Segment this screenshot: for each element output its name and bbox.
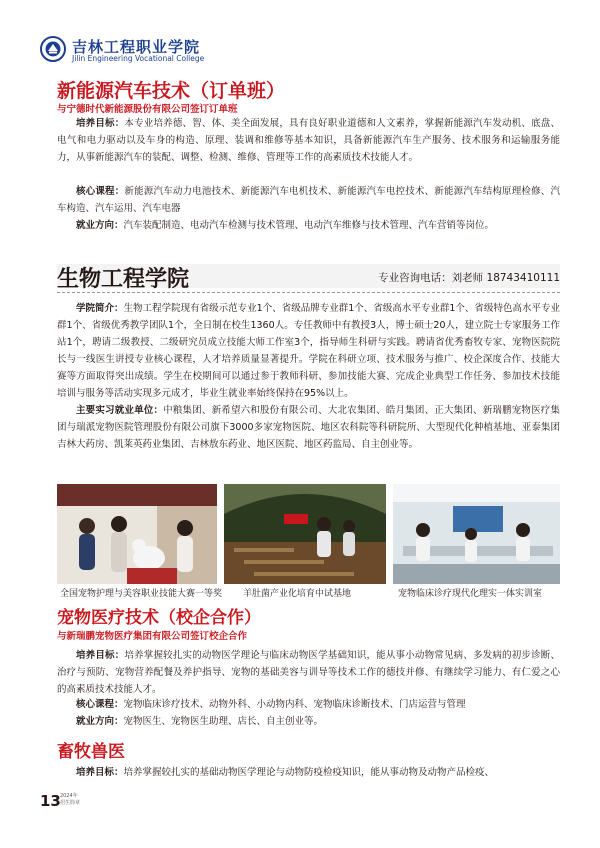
college-header — [57, 264, 560, 292]
program2-core-label: 核心课程： — [76, 699, 124, 710]
program2-goal-text: 培养掌握较扎实的动物医学理论与临床动物医学基础知识，能从事小动物常见病、多发病的初步诊断、治疗与预防、宠物营养配餐及养护指导、宠物的基础美容与训导等技术工作的德技并修、有继续学习能力、有仁爱之心的高素质技术技能人才。 — [57, 650, 560, 695]
photo-caption-2: 羊肚菌产业化培育中试基地 — [243, 589, 352, 599]
program1-job-text: 汽车装配制造、电动汽车检测与技术管理、电动汽车维修与技术管理、汽车营销等岗位。 — [123, 220, 495, 231]
program3-title: 畜牧兽医 — [57, 742, 125, 762]
footer-year: 2024年 — [60, 793, 78, 799]
program3-goal-label: 培养目标： — [76, 767, 124, 778]
college-title: 生物工程学院 — [57, 267, 190, 292]
program1-core-label: 核心课程： — [76, 186, 125, 197]
photo-caption-1: 全国宠物护理与美容职业技能大赛一等奖 — [60, 589, 223, 599]
college-partners-label: 主要实习就业单位： — [76, 405, 164, 416]
page-footer-note — [60, 793, 80, 807]
school-logo — [40, 36, 260, 66]
program1-goal — [57, 115, 560, 166]
school-name-cn: 吉林工程职业学院 — [72, 38, 201, 56]
greenhouse-photo — [224, 484, 386, 584]
page-number: 13 — [40, 792, 61, 810]
program2-job-label: 就业方向： — [76, 716, 124, 727]
program2-core — [57, 696, 560, 713]
program1-subtitle: 与宁德时代新能源股份有限公司签订订单班 — [57, 104, 238, 115]
program1-goal-text: 本专业培养德、智、体、美全面发展，具有良好职业道德和人文素养，掌握新能源汽车发动机、底盘、电气和电力驱动以及车身的构造、原理、装调和维修等基本知识，具备新能源汽车生产服务、技术服务和运输服务能力，从事新能源汽车的装配、调整、检测、维修、管理等工作的高素质技术技能人才。 — [57, 118, 560, 163]
college-partners — [57, 402, 560, 453]
program2-job-text: 宠物医生、宠物医生助理、店长、自主创业等。 — [123, 716, 324, 727]
college-partners-text: 中粮集团、新希望六和股份有限公司、大北农集团、皓月集团、正大集团、新瑞鹏宠物医疗集团与瑞派宠物医院管理股份有限公司旗下3000多家宠物医院、地区农科院等科研院所、大型现代化种植基地、亚泰集团吉林大药房、凯莱英药业集团、吉林敖东药业、地区医院、地区药监局、自主创业等。 — [57, 405, 560, 450]
college-intro-label: 学院简介： — [76, 303, 124, 314]
program2-job — [57, 713, 560, 730]
program3-goal — [57, 764, 560, 781]
program2-goal-label: 培养目标： — [76, 650, 125, 661]
program2-subtitle: 与新瑞鹏宠物医疗集团有限公司签订校企合作 — [57, 631, 248, 642]
program1-job — [57, 217, 560, 234]
program2-goal — [57, 647, 560, 698]
college-intro-text: 生物工程学院现有省级示范专业1个、省级品牌专业群1个、省级高水平专业群1个、省级特色高水平专业群1个、省级优秀教学团队1个，全日制在校生1360人。专任教师中有教授3人，博士硕士20人，建立院士专家服务工作站1个，聘请二级教授、二级研究员成立技能大师工作室3个，指导师生科研与实践。聘请省优秀畜牧专家、宠物医院院长与一线医生讲授专业核心课程，人才培养质量显著提升。学院在科研立项、技术服务与推广、校企深度合作、技能大赛等方面取得突出成绩。学生在校期间可以通过参于教师科研、参加技能大赛、完成企业典型工作任务、参加技术技能培训与服务等活动实现多元成才，毕业生就业率始终保持在95%以上。 — [57, 303, 560, 399]
college-intro — [57, 300, 560, 402]
school-emblem-icon — [40, 36, 66, 62]
program2-core-text: 宠物临床诊疗技术、动物外科、小动物内科、宠物临床诊断技术、门店运营与管理 — [123, 699, 466, 710]
program1-title: 新能源汽车技术（订单班） — [57, 80, 286, 102]
photo-caption-3: 宠物临床诊疗现代化理实一体实训室 — [398, 589, 543, 599]
award-photo — [57, 484, 217, 584]
footer-brochure: 招生简章 — [60, 800, 81, 806]
program3-goal-text: 培养掌握较扎实的基础动物医学理论与动物防疫检疫知识，能从事动物及动物产品检疫、 — [123, 767, 495, 778]
lab-photo — [393, 484, 560, 584]
program1-core-text: 新能源汽车动力电池技术、新能源汽车电机技术、新能源汽车电控技术、新能源汽车结构原理检修、汽车构造、汽车运用、汽车电器 — [57, 186, 560, 214]
college-contact: 专业咨询电话：刘老师 18743410111 — [378, 272, 560, 284]
school-name-en: Jilin Engineering Vocational College — [72, 54, 205, 63]
program1-goal-label: 培养目标： — [76, 118, 125, 129]
college-divider — [57, 292, 560, 293]
program2-title: 宠物医疗技术（校企合作） — [57, 608, 261, 628]
program1-job-label: 就业方向： — [76, 220, 124, 231]
program1-core — [57, 183, 560, 217]
